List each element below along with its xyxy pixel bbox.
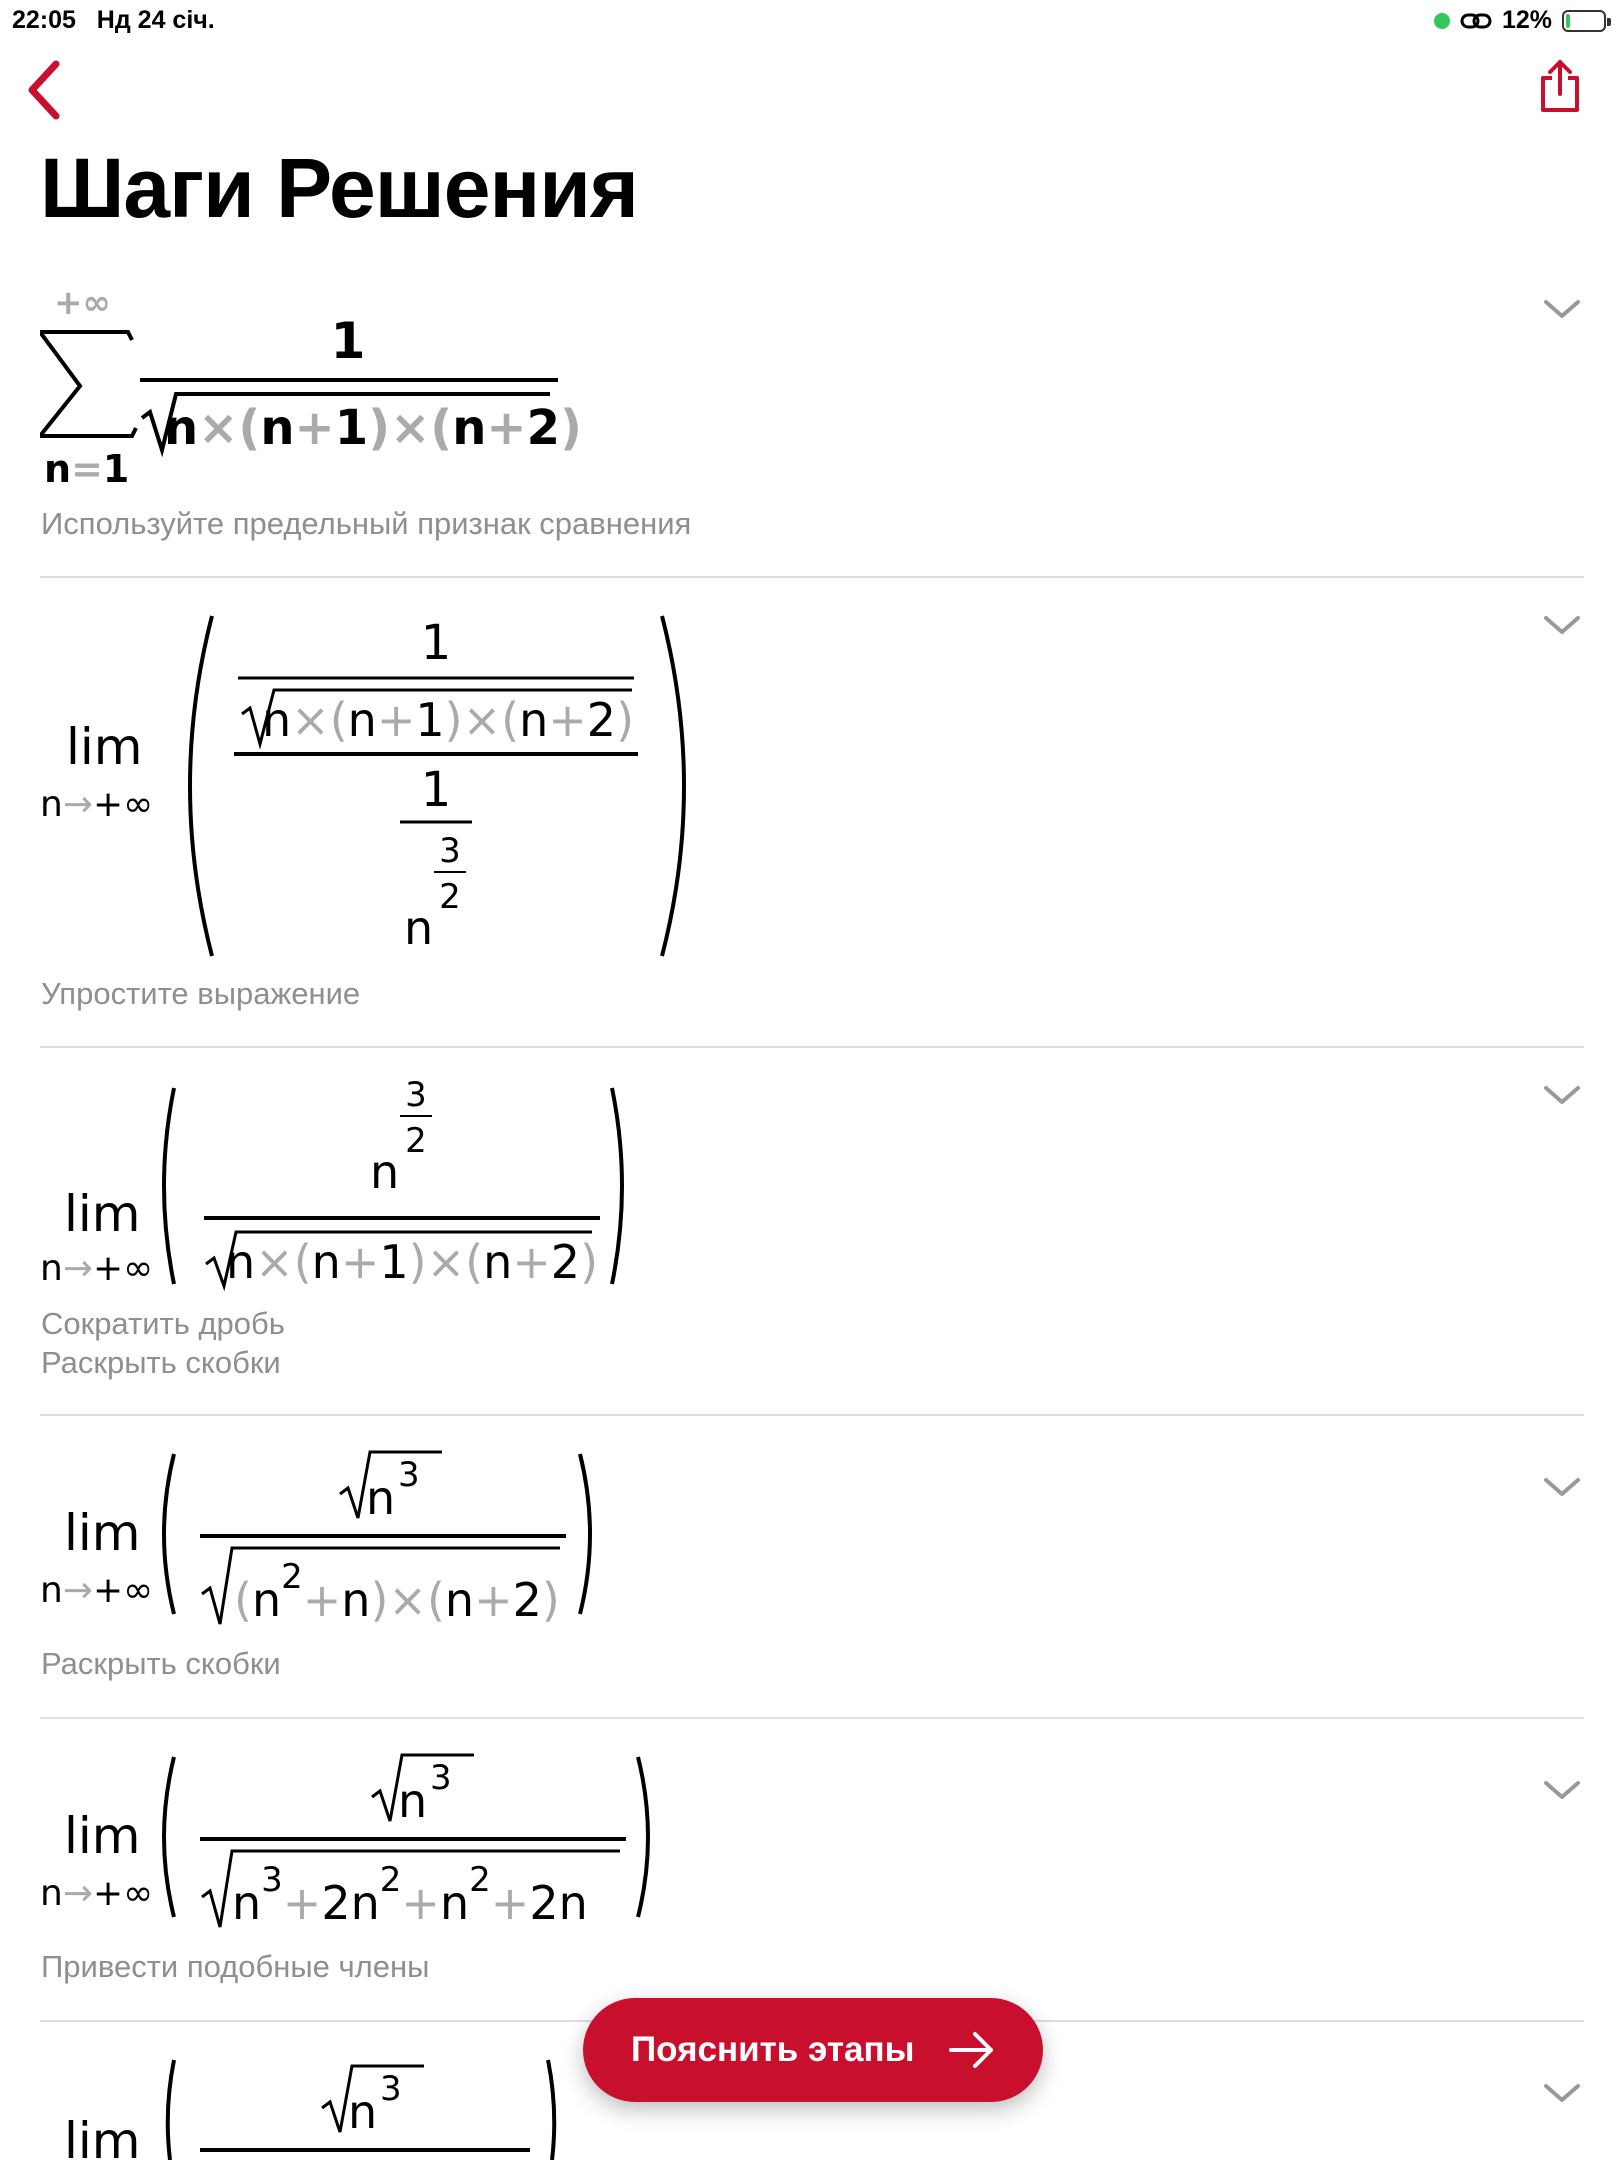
step-3-math	[40, 1414, 740, 1644]
step-3[interactable]	[40, 1414, 1584, 1719]
chevron-down-icon[interactable]	[1540, 1775, 1584, 1805]
svg-text:n→+∞: n→+∞	[40, 1570, 154, 1611]
svg-text:n: n	[398, 1774, 428, 1828]
chevron-down-icon[interactable]	[1540, 294, 1584, 324]
svg-text:1: 1	[330, 312, 366, 370]
svg-text:1: 1	[420, 762, 452, 818]
svg-text:n→+∞: n→+∞	[40, 1873, 154, 1914]
svg-text:3: 3	[398, 1455, 420, 1495]
svg-text:lim: lim	[66, 718, 143, 776]
explain-steps-label: Пояснить этапы	[631, 2030, 915, 2069]
svg-text:lim: lim	[64, 1185, 141, 1243]
step-0-math	[40, 278, 640, 498]
status-bar	[0, 0, 1620, 40]
step-2-description-2: Раскрыть скобки	[41, 1345, 281, 1380]
chevron-down-icon[interactable]	[1540, 2078, 1584, 2108]
svg-text:2: 2	[405, 1121, 427, 1161]
step-3-description: Раскрыть скобки	[41, 1646, 281, 1681]
svg-text:2: 2	[439, 877, 461, 917]
step-1[interactable]	[40, 576, 1584, 1048]
svg-text:lim: lim	[64, 2112, 141, 2160]
chevron-down-icon[interactable]	[1540, 610, 1584, 640]
svg-text:n: n	[366, 1471, 396, 1525]
svg-text:n3+2n2+n2+2n: $n^3+2n^2+n^2+2n$	[232, 1860, 588, 1930]
svg-text:(n2+n)×(n+2): $(n^2+n)\times(n+2)$	[234, 1557, 560, 1627]
step-4-description: Привести подобные члены	[41, 1949, 430, 1984]
svg-text:n: n	[370, 1145, 400, 1199]
svg-text:n→+∞: n→+∞	[40, 784, 154, 825]
svg-text:3: 3	[380, 2069, 402, 2109]
svg-text:n×(n+1)×(n+2): n×(n+1)×(n+2)	[226, 1235, 599, 1289]
battery-level	[1566, 14, 1570, 28]
svg-text:n: n	[348, 2085, 378, 2139]
svg-text:lim: lim	[64, 1807, 141, 1865]
step-1-description: Упростите выражение	[41, 976, 361, 1011]
svg-text:n=1: n=1	[44, 447, 130, 491]
chevron-down-icon[interactable]	[1540, 1080, 1584, 1110]
svg-text:n×(n+1)×(n+2): n×(n+1)×(n+2)	[262, 693, 635, 747]
status-left	[12, 6, 215, 35]
svg-text:n: n	[404, 901, 434, 955]
step-2-description: Сократить дробь	[41, 1306, 285, 1341]
svg-text:1: 1	[420, 615, 452, 671]
step-0[interactable]	[40, 278, 1584, 578]
svg-text:3: 3	[430, 1758, 452, 1798]
svg-text:n→+∞: n→+∞	[40, 1248, 154, 1289]
step-4[interactable]	[40, 1717, 1584, 2022]
svg-text:3: 3	[439, 831, 461, 871]
share-icon[interactable]	[1535, 58, 1585, 114]
chevron-down-icon[interactable]	[1540, 1472, 1584, 1502]
step-1-math	[40, 576, 740, 966]
chevron-left-icon[interactable]	[22, 58, 66, 122]
svg-text:n×(n+1)×(n+2): n×(n+1)×(n+2)	[164, 400, 582, 456]
step-2-math	[40, 1046, 740, 1296]
step-4-math	[40, 1717, 740, 1947]
status-right	[1434, 6, 1606, 35]
status-time: 22:05	[12, 6, 76, 34]
svg-text:lim: lim	[64, 1504, 141, 1562]
battery-icon	[1562, 10, 1606, 32]
status-date: Нд 24 січ.	[96, 6, 215, 34]
camera-indicator-icon	[1434, 13, 1450, 29]
step-2[interactable]	[40, 1046, 1584, 1416]
battery-percent: 12%	[1501, 6, 1552, 34]
svg-text:+∞: +∞	[54, 283, 111, 323]
svg-text:3: 3	[405, 1075, 427, 1115]
explain-steps-button[interactable]	[583, 1998, 1043, 2102]
step-0-description: Используйте предельный признак сравнения	[41, 506, 692, 541]
arrow-right-icon	[949, 2031, 995, 2069]
page-title: Шаги Решения	[40, 141, 638, 235]
link-icon	[1460, 11, 1492, 31]
